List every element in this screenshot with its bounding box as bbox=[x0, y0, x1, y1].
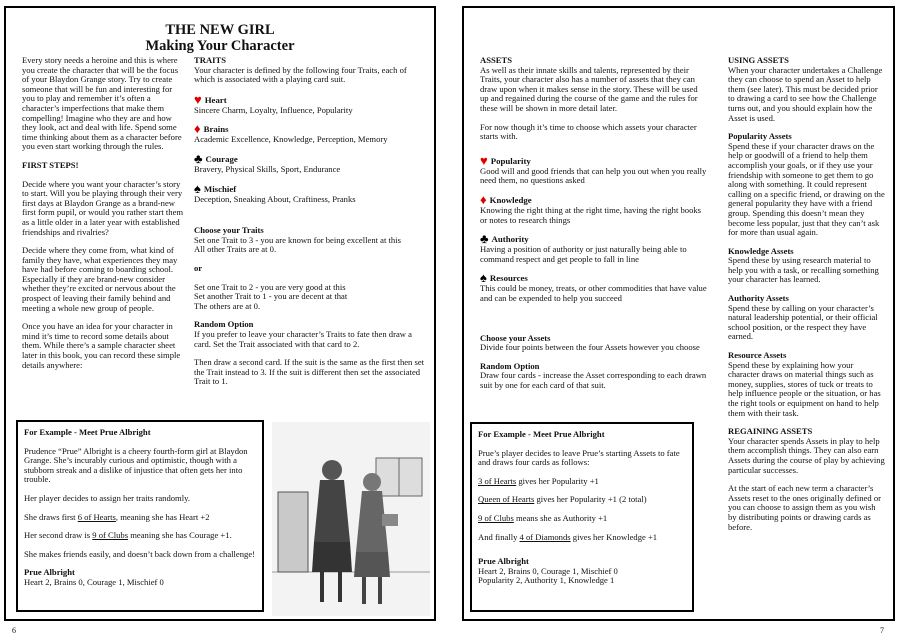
trait-name: Heart bbox=[204, 94, 227, 105]
choose-assets-paragraph: Divide four points between the four Assets however you choose bbox=[480, 342, 700, 353]
trait-name: Brains bbox=[203, 124, 229, 135]
using-assets-heading: USING ASSETS bbox=[728, 55, 789, 65]
suit-icon: ♦ bbox=[194, 121, 201, 137]
example-line: 9 of Clubs means she as Authority +1 bbox=[478, 512, 608, 523]
example-paragraph: Her second draw is 9 of Clubs meaning she has Courage +1. bbox=[24, 530, 232, 541]
asset-item bbox=[480, 152, 708, 186]
first-steps-paragraph: Once you have an idea for your character in mind it’s time to record some details about them. While there’s a sample character sheet later in this book, you can record these simple details anywhere: bbox=[22, 321, 181, 370]
random-option-heading: Random Option bbox=[480, 360, 540, 371]
card-name: 9 of Clubs bbox=[92, 530, 129, 541]
example-box bbox=[16, 420, 264, 612]
asset-name: Authority bbox=[491, 234, 529, 245]
assets-column bbox=[480, 56, 708, 399]
example-character-stats: Popularity 2, Authority 1, Knowledge 1 bbox=[478, 575, 615, 586]
asset-name: Resources bbox=[489, 273, 528, 284]
or-text: or bbox=[194, 262, 203, 273]
random-option-heading: Random Option bbox=[194, 319, 254, 330]
authority-assets-paragraph: Spend these by calling on your character’s natural leadership potential, or their official school position, or the respect they have earned. bbox=[728, 302, 878, 342]
title-line-1: THE NEW GIRL bbox=[165, 22, 275, 38]
suit-icon: ♣ bbox=[480, 231, 489, 247]
example-character-name: Prue Albright bbox=[478, 556, 529, 567]
card-name: Queen of Hearts bbox=[478, 494, 535, 505]
asset-item bbox=[480, 191, 708, 225]
assets-heading: ASSETS bbox=[480, 55, 513, 65]
popularity-assets-paragraph: Spend these if your character draws on the help or goodwill of a friend to help them accomplish your goals, or if they use your friendship with someone to get them to go along with something. It could represent calling on a specific friend, or drawing on the general popularity they have with a friend group. Spending this doesn’t mean they become less popular, just that they can’t ask for more than usual again. bbox=[728, 140, 885, 238]
resource-assets-heading: Resource Assets bbox=[728, 350, 787, 361]
choose-option-line: Set another Trait to 1 - you are decent at that bbox=[194, 291, 348, 302]
trait-item bbox=[194, 91, 426, 116]
traits-heading: TRAITS bbox=[194, 55, 226, 65]
trait-name: Courage bbox=[205, 153, 238, 164]
regaining-assets-paragraph: At the start of each new term a character’s Assets reset to the ones originally defined or you can choose to assign them as you wish by distributing points or drawing cards as before. bbox=[728, 483, 881, 532]
choose-option-line: The others are at 0. bbox=[194, 300, 261, 311]
asset-description: Knowing the right thing at the right time, having the right books or notes to research things bbox=[480, 204, 702, 225]
knowledge-assets-heading: Knowledge Assets bbox=[728, 245, 794, 256]
first-steps-heading: FIRST STEPS! bbox=[22, 159, 79, 170]
example-character-stats: Heart 2, Brains 0, Courage 1, Mischief 0 bbox=[478, 565, 618, 576]
choose-assets-heading: Choose your Assets bbox=[480, 332, 551, 343]
example-line: 3 of Hearts gives her Popularity +1 bbox=[478, 475, 599, 486]
example-box bbox=[470, 422, 694, 612]
example-character-name: Prue Albright bbox=[24, 567, 75, 578]
trait-description: Bravery, Physical Skills, Sport, Endurance bbox=[194, 163, 341, 174]
example-heading: For Example - Meet Prue Albright bbox=[24, 427, 151, 437]
left-column bbox=[22, 56, 184, 379]
assets-list bbox=[480, 152, 708, 304]
first-steps-paragraph: Decide where you want your character’s story to start. Will you be playing through their very first days at Blaydon Grange as a brand-new first form pupil, or would you rather start them as a little older in a later year with established friendships and rivalries? bbox=[22, 178, 184, 237]
choose-traits-heading: Choose your Traits bbox=[194, 225, 264, 236]
asset-description: Having a position of authority or just naturally being able to command respect and get people to fall in line bbox=[480, 244, 687, 264]
example-heading: For Example - Meet Prue Albright bbox=[478, 429, 605, 439]
assets-paragraph: As well as their innate skills and talents, represented by their Traits, your character also has a number of assets that they can draw upon when it makes sense in the story. These will be used up and regained during the course of the game and the rules for these will be shown in more detail later. bbox=[480, 64, 698, 113]
suit-icon: ♣ bbox=[194, 150, 203, 166]
example-paragraph: She draws first 6 of Hearts, meaning she has Heart +2 bbox=[24, 511, 210, 522]
traits-column bbox=[194, 56, 426, 396]
choose-option-line: Set one Trait to 3 - you are known for being excellent at this bbox=[194, 234, 401, 245]
page-number: 7 bbox=[880, 626, 884, 635]
page-title bbox=[6, 22, 434, 54]
example-line: Queen of Hearts gives her Popularity +1 (2 total) bbox=[478, 494, 647, 505]
traits-intro: Your character is defined by the following four Traits, each of which is associated with a playing card suit. bbox=[194, 64, 407, 85]
random-option-paragraph: Draw four cards - increase the Asset corresponding to each drawn suit by one for each card of that suit. bbox=[480, 370, 707, 390]
schoolgirls-illustration bbox=[272, 422, 430, 616]
using-assets-paragraph: When your character undertakes a Challenge they can choose to spend an Asset to help them (see later). This must be decided prior to drawing a card to see how the Challenge turns out, and you should explain how the Asset is used. bbox=[728, 64, 883, 123]
knowledge-assets-paragraph: Spend these by using research material to help you with a task, or recalling something your character has learned. bbox=[728, 255, 879, 285]
asset-name: Popularity bbox=[490, 155, 531, 166]
choose-option-line: All other Traits are at 0. bbox=[194, 244, 277, 255]
regaining-assets-paragraph: Your character spends Assets in play to help them accomplish things. They can also earn Assets during the course of play by achieving particular successes. bbox=[728, 435, 885, 475]
regaining-assets-heading: REGAINING ASSETS bbox=[728, 426, 813, 437]
trait-description: Deception, Sneaking About, Craftiness, Pranks bbox=[194, 193, 356, 204]
suit-icon: ♥ bbox=[480, 152, 488, 168]
right-page bbox=[462, 6, 895, 621]
card-name: 4 of Diamonds bbox=[519, 531, 571, 542]
assets-paragraph: For now though it’s time to choose which assets your character starts with. bbox=[480, 121, 697, 142]
trait-description: Sincere Charm, Loyalty, Influence, Popularity bbox=[194, 104, 353, 115]
asset-name: Knowledge bbox=[489, 194, 532, 205]
example-paragraph: Prudence “Prue” Albright is a cheery fourth-form girl at Blaydon Grange. She’s incurably curious and optimistic, though with a stubborn streak and a dislike of injustice that often gets her into trouble. bbox=[24, 445, 248, 485]
suit-icon: ♠ bbox=[194, 180, 201, 196]
authority-assets-heading: Authority Assets bbox=[728, 293, 789, 304]
random-option-paragraph: If you prefer to leave your character’s Traits to fate then draw a card. Set the Trait associated with that card to 2. bbox=[194, 328, 412, 349]
suit-icon: ♦ bbox=[480, 191, 487, 207]
card-name: 3 of Hearts bbox=[478, 475, 517, 486]
example-line: And finally 4 of Diamonds gives her Knowledge +1 bbox=[478, 531, 658, 542]
card-name: 9 of Clubs bbox=[478, 512, 514, 523]
trait-name: Mischief bbox=[203, 183, 237, 194]
trait-item bbox=[194, 180, 426, 205]
using-assets-column bbox=[728, 56, 886, 541]
example-paragraph: Her player decides to assign her traits randomly. bbox=[24, 492, 191, 503]
asset-description: Good will and good friends that can help you out when you really need them, no questions asked bbox=[480, 165, 707, 186]
suit-icon: ♠ bbox=[480, 270, 487, 286]
trait-item bbox=[194, 123, 426, 145]
page-number: 6 bbox=[12, 626, 16, 635]
asset-description: This could be money, treats, or other commodities that have value and can be expended to help you succeed bbox=[480, 283, 707, 303]
title-line-2: Making Your Character bbox=[145, 38, 295, 54]
traits-list bbox=[194, 91, 426, 204]
trait-description: Academic Excellence, Knowledge, Perception, Memory bbox=[194, 134, 388, 145]
first-steps-paragraph: Decide where they come from, what kind of family they have, what experiences they may have had before coming to boarding school. Especially if they are brand-new consider whether they’re excited or nervous about the prospect of leaving their family behind and meeting a whole new group of people. bbox=[22, 245, 178, 313]
left-page bbox=[4, 6, 436, 621]
example-paragraph: Prue’s player decides to leave Prue’s starting Assets to fate and draws four cards as follows: bbox=[478, 447, 680, 468]
resource-assets-paragraph: Spend these by explaining how your character draws on material things such as money, supplies, stores of tuck or treats to help influence people or the situation, or has the right tools or equipment on hand to help them with their task. bbox=[728, 359, 881, 418]
asset-item bbox=[480, 272, 708, 303]
suit-icon: ♥ bbox=[194, 91, 202, 107]
trait-item bbox=[194, 150, 426, 175]
random-option-paragraph: Then draw a second card. If the suit is the same as the first then set the Trait instead to 3. If the suit is different then set the associated Trait to 1. bbox=[194, 357, 425, 387]
choose-option-line: Set one Trait to 2 - you are very good at this bbox=[194, 281, 346, 292]
card-name: 6 of Hearts bbox=[77, 511, 116, 522]
example-paragraph: She makes friends easily, and doesn’t back down from a challenge! bbox=[24, 548, 256, 559]
asset-item bbox=[480, 233, 708, 264]
intro-paragraph: Every story needs a heroine and this is where you create the character that will be the focus of your Blaydon Grange story. Try to create someone that will be fun and interesting for you to play and remember it’s often a character’s imperfections that make them compelling! Imagine who they are and how they look, act and deal with life. Spend some time thinking about them as a character before you even start working through the rules. bbox=[22, 55, 182, 152]
popularity-assets-heading: Popularity Assets bbox=[728, 131, 792, 142]
example-character-stats: Heart 2, Brains 0, Courage 1, Mischief 0 bbox=[24, 576, 164, 587]
